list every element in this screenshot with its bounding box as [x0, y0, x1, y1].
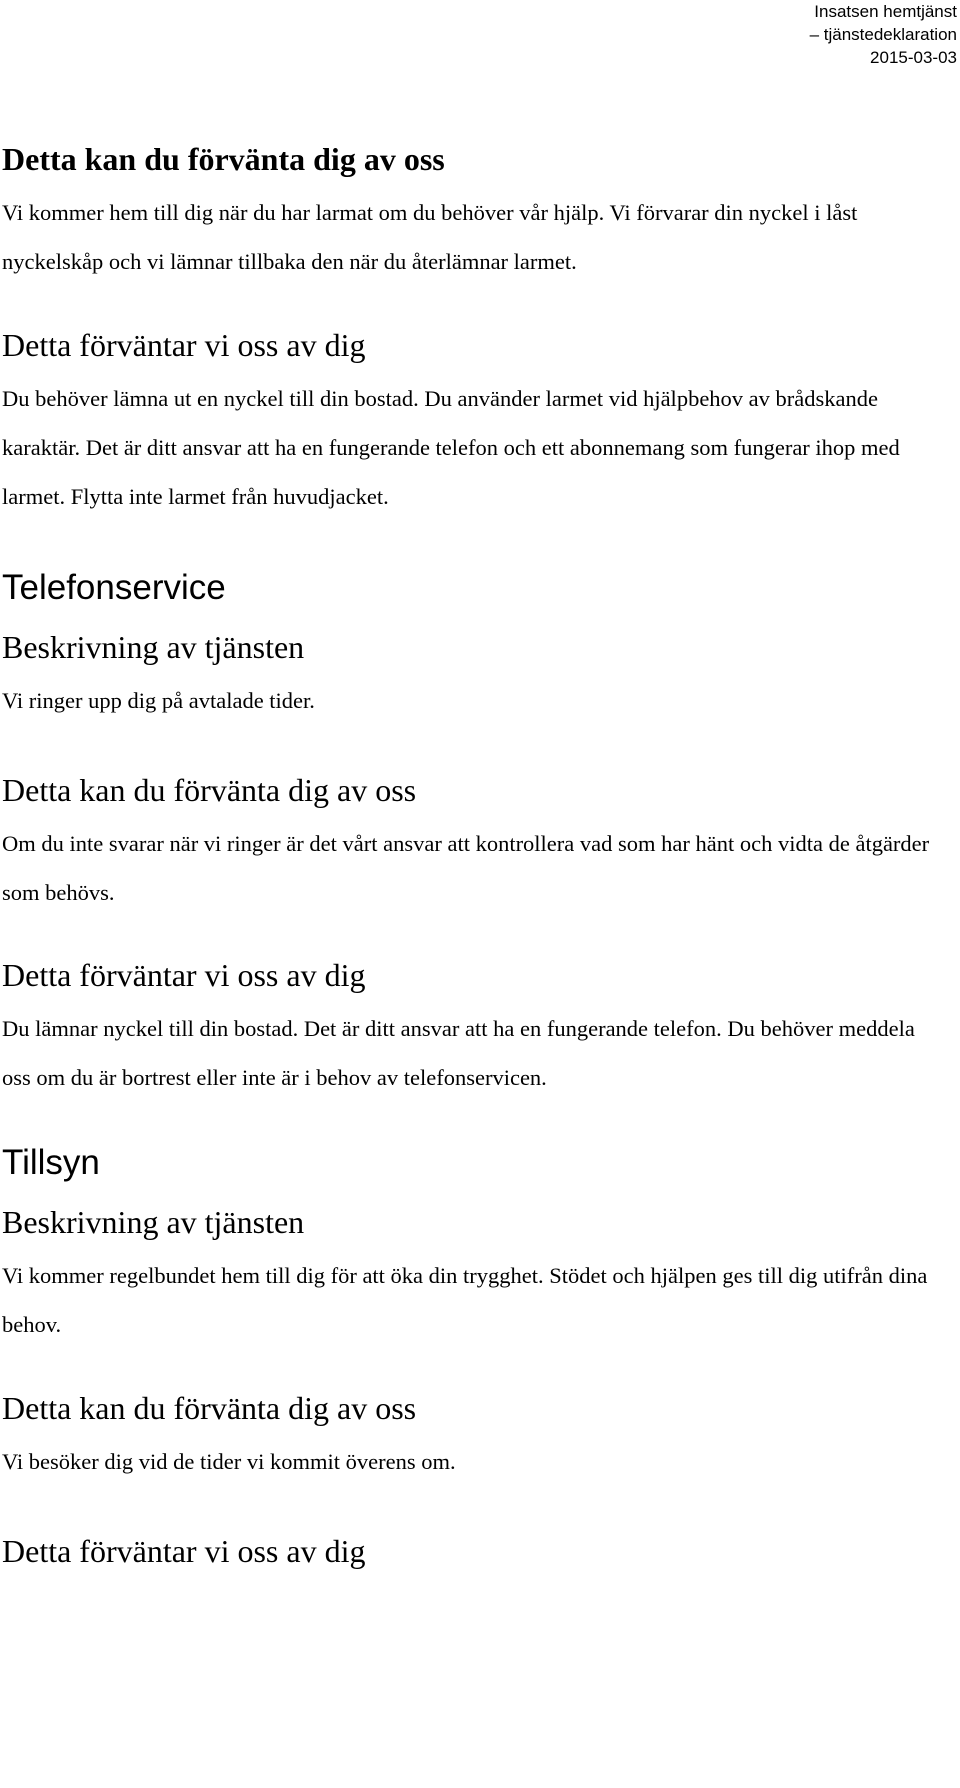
description-heading: Beskrivning av tjänsten [2, 629, 305, 665]
paragraph: Vi kommer regelbundet hem till dig för att öka din trygghet. Stödet och hjälpen ges till dig utifrån dina behov. [2, 1263, 928, 1337]
expectations-heading: Detta kan du förvänta dig av oss [2, 772, 417, 808]
paragraph: Om du inte svarar när vi ringer är det vårt ansvar att kontrollera vad som har hänt och vidta de åtgärder som behövs. [2, 831, 930, 905]
document-header [810, 0, 957, 69]
description-heading: Beskrivning av tjänsten [2, 1204, 305, 1240]
expectations-heading: Detta kan du förvänta dig av oss [2, 141, 445, 177]
obligations-heading: Detta förväntar vi oss av dig [2, 1533, 366, 1569]
section-title-telefonservice: Telefonservice [2, 568, 226, 607]
section-title-tillsyn: Tillsyn [2, 1143, 100, 1182]
paragraph: Vi ringer upp dig på avtalade tider. [2, 688, 315, 713]
paragraph: Du lämnar nyckel till din bostad. Det är ditt ansvar att ha en fungerande telefon. Du behöver meddela oss om du är bortrest eller inte är i behov av telefonservicen. [2, 1016, 915, 1090]
header-title: Insatsen hemtjänst [814, 2, 957, 21]
header-subtitle: – tjänstedeklaration [809, 25, 957, 44]
paragraph: Du behöver lämna ut en nyckel till din bostad. Du använder larmet vid hjälpbehov av brådskande karaktär. Det är ditt ansvar att ha en fungerande telefon och ett abonnemang som fungerar ihop med larmet. Flytta inte larmet från huvudjacket. [2, 386, 900, 509]
header-date: 2015-03-03 [870, 48, 957, 67]
obligations-heading: Detta förväntar vi oss av dig [2, 957, 366, 993]
paragraph: Vi kommer hem till dig när du har larmat om du behöver vår hjälp. Vi förvarar din nyckel i låst nyckelskåp och vi lämnar tillbaka den när du återlämnar larmet. [2, 200, 858, 274]
expectations-heading: Detta kan du förvänta dig av oss [2, 1390, 417, 1426]
paragraph: Vi besöker dig vid de tider vi kommit överens om. [2, 1449, 456, 1474]
obligations-heading: Detta förväntar vi oss av dig [2, 327, 366, 363]
